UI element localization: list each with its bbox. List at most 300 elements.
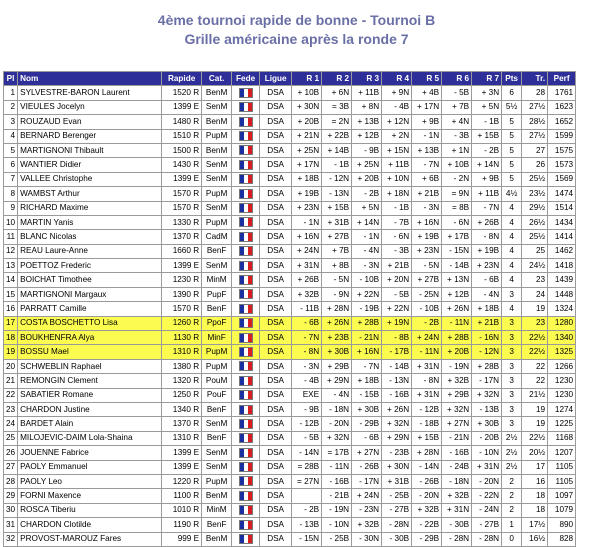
france-flag-icon (239, 131, 253, 141)
round-result-cell (292, 489, 322, 503)
player-name-cell: MILOJEVIC-DAIM Lola-Shaina (18, 431, 162, 445)
player-name-cell: SYLVESTRE-BARON Laurent (18, 86, 162, 100)
tiebreak-cell: 22½ (522, 431, 548, 445)
tiebreak-cell: 20½ (522, 446, 548, 460)
federation-cell (232, 359, 260, 373)
round-result-cell: + 13N (442, 273, 472, 287)
rating-cell: 1100 R (162, 489, 202, 503)
round-result-cell: + 32B (352, 518, 382, 532)
points-cell: 3 (502, 388, 522, 402)
france-flag-icon (239, 217, 253, 227)
performance-cell: 1280 (548, 316, 576, 330)
table-row (4, 244, 576, 258)
category-cell: MinM (202, 503, 232, 517)
round-result-cell: + 16N (292, 230, 322, 244)
player-name-cell: MARTIGNONI Margaux (18, 287, 162, 301)
player-name-cell: PROVOST-MAROUZ Fares (18, 532, 162, 546)
place-cell: 19 (4, 345, 18, 359)
tiebreak-cell: 23½ (522, 187, 548, 201)
table-row (4, 86, 576, 100)
rating-cell: 1570 R (162, 187, 202, 201)
round-result-cell: + 18B (292, 172, 322, 186)
round-result-cell: - 8B (382, 331, 412, 345)
points-cell: 3 (502, 345, 522, 359)
tiebreak-cell: 16 (522, 474, 548, 488)
round-result-cell: - 3N (292, 359, 322, 373)
round-result-cell: + 32B (292, 287, 322, 301)
round-result-cell: + 30B (322, 345, 352, 359)
place-cell: 7 (4, 172, 18, 186)
round-result-cell: - 2N (442, 172, 472, 186)
round-result-cell: + 23N (292, 201, 322, 215)
round-result-cell: - 2B (412, 316, 442, 330)
round-result-cell: - 19N (442, 359, 472, 373)
round-result-cell: + 16N (412, 215, 442, 229)
place-cell: 9 (4, 201, 18, 215)
round-result-cell: + 30N (382, 460, 412, 474)
column-header: Nom (18, 72, 162, 86)
league-cell: DSA (260, 402, 292, 416)
round-result-cell: + 31N (292, 259, 322, 273)
round-result-cell: + 30N (292, 100, 322, 114)
federation-cell (232, 273, 260, 287)
category-cell: PupM (202, 187, 232, 201)
round-result-cell: + 15B (322, 201, 352, 215)
category-cell: SenM (202, 259, 232, 273)
france-flag-icon (239, 376, 253, 386)
tiebreak-cell: 25½ (522, 230, 548, 244)
rating-cell: 1500 R (162, 143, 202, 157)
round-result-cell: - 1N (292, 215, 322, 229)
round-result-cell: - 1B (472, 115, 502, 129)
performance-cell: 1599 (548, 129, 576, 143)
rating-cell: 1250 R (162, 388, 202, 402)
player-name-cell: JOUENNE Fabrice (18, 446, 162, 460)
performance-cell: 1761 (548, 86, 576, 100)
rating-cell: 1260 R (162, 316, 202, 330)
category-cell: PupM (202, 359, 232, 373)
round-result-cell: - 8N (292, 345, 322, 359)
round-result-cell: + 18B (472, 302, 502, 316)
round-result-cell: = 8B (442, 201, 472, 215)
round-result-cell: + 8N (352, 100, 382, 114)
table-row (4, 158, 576, 172)
france-flag-icon (239, 405, 253, 415)
federation-cell (232, 331, 260, 345)
points-cell: 3 (502, 331, 522, 345)
table-row (4, 388, 576, 402)
round-result-cell: + 32N (442, 402, 472, 416)
federation-cell (232, 374, 260, 388)
round-result-cell: + 18B (352, 374, 382, 388)
round-result-cell: - 15B (352, 388, 382, 402)
round-result-cell: + 23N (412, 244, 442, 258)
league-cell: DSA (260, 244, 292, 258)
performance-cell: 1575 (548, 143, 576, 157)
round-result-cell: + 28B (442, 331, 472, 345)
federation-cell (232, 532, 260, 546)
page-title: 4ème tournoi rapide de bonne - Tournoi B (157, 12, 436, 28)
points-cell: 5 (502, 172, 522, 186)
round-result-cell: + 23B (322, 331, 352, 345)
round-result-cell: - 9B (292, 402, 322, 416)
round-result-cell: + 5N (472, 100, 502, 114)
place-cell: 22 (4, 388, 18, 402)
rating-cell: 1220 R (162, 474, 202, 488)
player-name-cell: WAMBST Arthur (18, 187, 162, 201)
player-name-cell: CHARDON Clotilde (18, 518, 162, 532)
round-result-cell: + 9B (412, 115, 442, 129)
table-row (4, 503, 576, 517)
round-result-cell: - 1B (322, 158, 352, 172)
round-result-cell: - 23N (352, 503, 382, 517)
points-cell: 2 (502, 489, 522, 503)
round-result-cell: - 7N (472, 201, 502, 215)
round-result-cell: + 15B (412, 431, 442, 445)
round-result-cell: + 3N (472, 86, 502, 100)
round-result-cell: + 11B (352, 86, 382, 100)
round-result-cell: - 9N (322, 287, 352, 301)
column-header: Fede (232, 72, 260, 86)
federation-cell (232, 143, 260, 157)
place-cell: 13 (4, 259, 18, 273)
player-name-cell: POETTOZ Frederic (18, 259, 162, 273)
category-cell: SenM (202, 446, 232, 460)
tiebreak-cell: 22½ (522, 331, 548, 345)
round-result-cell: - 6B (292, 316, 322, 330)
place-cell: 16 (4, 302, 18, 316)
round-result-cell: - 12N (322, 172, 352, 186)
performance-cell: 1439 (548, 273, 576, 287)
table-row (4, 402, 576, 416)
round-result-cell: + 26N (382, 402, 412, 416)
round-result-cell: - 5B (292, 431, 322, 445)
round-result-cell: + 12B (442, 287, 472, 301)
points-cell: 5½ (502, 100, 522, 114)
points-cell: 2½ (502, 460, 522, 474)
round-result-cell: - 2B (352, 187, 382, 201)
federation-cell (232, 460, 260, 474)
player-name-cell: FORNI Maxence (18, 489, 162, 503)
france-flag-icon (239, 520, 253, 530)
round-result-cell: - 1N (412, 129, 442, 143)
category-cell: SenM (202, 100, 232, 114)
round-result-cell: - 6B (352, 431, 382, 445)
round-result-cell: - 7N (292, 331, 322, 345)
player-name-cell: SCHWEBLIN Raphael (18, 359, 162, 373)
category-cell: BenF (202, 302, 232, 316)
rating-cell: 1510 R (162, 129, 202, 143)
france-flag-icon (239, 246, 253, 256)
points-cell: 3 (502, 374, 522, 388)
round-result-cell: - 14N (412, 460, 442, 474)
player-name-cell: ROSCA Tiberiu (18, 503, 162, 517)
league-cell: DSA (260, 158, 292, 172)
points-cell: 4 (502, 201, 522, 215)
tiebreak-cell: 24 (522, 287, 548, 301)
table-row (4, 331, 576, 345)
federation-cell (232, 316, 260, 330)
table-row (4, 143, 576, 157)
column-header: R 7 (472, 72, 502, 86)
round-result-cell: - 24B (442, 460, 472, 474)
federation-cell (232, 402, 260, 416)
league-cell: DSA (260, 431, 292, 445)
round-result-cell: + 26B (472, 215, 502, 229)
federation-cell (232, 388, 260, 402)
france-flag-icon (239, 333, 253, 343)
tiebreak-cell: 22 (522, 359, 548, 373)
round-result-cell: - 16B (382, 388, 412, 402)
france-flag-icon (239, 174, 253, 184)
round-result-cell: + 29N (322, 374, 352, 388)
france-flag-icon (239, 534, 253, 544)
france-flag-icon (239, 145, 253, 155)
round-result-cell: + 16N (352, 345, 382, 359)
column-header: R 2 (322, 72, 352, 86)
france-flag-icon (239, 505, 253, 515)
player-name-cell: ROUZAUD Evan (18, 115, 162, 129)
round-result-cell: - 18B (412, 417, 442, 431)
place-cell: 20 (4, 359, 18, 373)
rating-cell: 1370 R (162, 230, 202, 244)
round-result-cell: - 12N (472, 345, 502, 359)
points-cell: 2½ (502, 446, 522, 460)
league-cell: DSA (260, 331, 292, 345)
league-cell: DSA (260, 316, 292, 330)
league-cell: DSA (260, 86, 292, 100)
round-result-cell: - 28N (442, 532, 472, 546)
performance-cell: 1623 (548, 100, 576, 114)
federation-cell (232, 503, 260, 517)
round-result-cell: + 25N (292, 143, 322, 157)
round-result-cell: + 32B (442, 374, 472, 388)
place-cell: 6 (4, 158, 18, 172)
points-cell: 2½ (502, 431, 522, 445)
round-result-cell: + 27N (352, 446, 382, 460)
round-result-cell: - 11N (442, 316, 472, 330)
table-row (4, 374, 576, 388)
category-cell: SenM (202, 158, 232, 172)
round-result-cell: + 13B (412, 143, 442, 157)
round-result-cell: + 31N (412, 359, 442, 373)
table-row (4, 273, 576, 287)
round-result-cell: + 28N (322, 302, 352, 316)
points-cell: 5 (502, 143, 522, 157)
round-result-cell: - 20N (412, 489, 442, 503)
performance-cell: 1418 (548, 259, 576, 273)
place-cell: 5 (4, 143, 18, 157)
column-header: R 6 (442, 72, 472, 86)
league-cell: DSA (260, 273, 292, 287)
france-flag-icon (239, 160, 253, 170)
france-flag-icon (239, 289, 253, 299)
place-cell: 26 (4, 446, 18, 460)
table-row (4, 489, 576, 503)
table-row (4, 187, 576, 201)
points-cell: 0 (502, 532, 522, 546)
rating-cell: 1230 R (162, 273, 202, 287)
round-result-cell: - 6N (382, 230, 412, 244)
league-cell: DSA (260, 518, 292, 532)
round-result-cell: - 5N (412, 259, 442, 273)
round-result-cell: + 27N (442, 417, 472, 431)
round-result-cell: - 17N (472, 374, 502, 388)
round-result-cell: + 26N (322, 316, 352, 330)
place-cell: 25 (4, 431, 18, 445)
league-cell: DSA (260, 460, 292, 474)
column-header: R 1 (292, 72, 322, 86)
round-result-cell: - 30B (382, 532, 412, 546)
round-result-cell: - 22B (412, 518, 442, 532)
round-result-cell: + 14N (352, 215, 382, 229)
column-header: Ligue (260, 72, 292, 86)
round-result-cell: - 2B (292, 503, 322, 517)
rating-cell: 1570 R (162, 302, 202, 316)
place-cell: 32 (4, 532, 18, 546)
table-row (4, 417, 576, 431)
points-cell: 4 (502, 259, 522, 273)
federation-cell (232, 230, 260, 244)
performance-cell: 1266 (548, 359, 576, 373)
player-name-cell: VIEULES Jocelyn (18, 100, 162, 114)
category-cell: MinM (202, 273, 232, 287)
category-cell: PupM (202, 345, 232, 359)
round-result-cell: + 31N (472, 460, 502, 474)
round-result-cell: - 10B (412, 302, 442, 316)
round-result-cell: + 5N (352, 201, 382, 215)
round-result-cell: - 5B (442, 86, 472, 100)
round-result-cell: + 32B (412, 503, 442, 517)
player-name-cell: PARRATT Camille (18, 302, 162, 316)
round-result-cell: = 2N (322, 115, 352, 129)
points-cell: 4 (502, 244, 522, 258)
table-row (4, 446, 576, 460)
player-name-cell: MARTIN Yanis (18, 215, 162, 229)
rating-cell: 1399 E (162, 259, 202, 273)
round-result-cell: + 22B (322, 129, 352, 143)
tiebreak-cell: 23 (522, 316, 548, 330)
category-cell: BenF (202, 402, 232, 416)
round-result-cell: + 27B (322, 230, 352, 244)
round-result-cell: + 14N (472, 158, 502, 172)
round-result-cell: + 9B (472, 172, 502, 186)
tiebreak-cell: 18 (522, 503, 548, 517)
points-cell: 4 (502, 215, 522, 229)
performance-cell: 1474 (548, 187, 576, 201)
round-result-cell: - 10B (352, 273, 382, 287)
league-cell: DSA (260, 345, 292, 359)
table-row (4, 172, 576, 186)
round-result-cell: - 18N (322, 402, 352, 416)
place-cell: 23 (4, 402, 18, 416)
league-cell: DSA (260, 359, 292, 373)
category-cell: BenF (202, 431, 232, 445)
round-result-cell: - 20B (472, 431, 502, 445)
round-result-cell: - 28N (472, 532, 502, 546)
round-result-cell: + 11B (382, 158, 412, 172)
place-cell: 17 (4, 316, 18, 330)
federation-cell (232, 345, 260, 359)
round-result-cell: + 28N (412, 446, 442, 460)
performance-cell: 1274 (548, 402, 576, 416)
round-result-cell: - 17N (352, 474, 382, 488)
round-result-cell: - 21N (442, 431, 472, 445)
round-result-cell: = 9N (442, 187, 472, 201)
tiebreak-cell: 19 (522, 402, 548, 416)
round-result-cell: - 13N (382, 374, 412, 388)
round-result-cell: - 14B (382, 359, 412, 373)
round-result-cell: - 7B (382, 215, 412, 229)
round-result-cell: + 21B (412, 187, 442, 201)
round-result-cell: - 24N (472, 503, 502, 517)
table-row (4, 115, 576, 129)
round-result-cell: - 28N (382, 518, 412, 532)
round-result-cell: - 15N (442, 244, 472, 258)
rating-cell: 1190 R (162, 518, 202, 532)
round-result-cell: - 14N (292, 446, 322, 460)
rating-cell: 1399 E (162, 446, 202, 460)
round-result-cell: - 20N (322, 417, 352, 431)
tiebreak-cell: 25 (522, 244, 548, 258)
round-result-cell: - 1N (352, 230, 382, 244)
federation-cell (232, 158, 260, 172)
federation-cell (232, 489, 260, 503)
category-cell: BenM (202, 532, 232, 546)
league-cell: DSA (260, 417, 292, 431)
round-result-cell: + 20B (292, 115, 322, 129)
round-result-cell: - 13N (322, 187, 352, 201)
player-name-cell: REAU Laure-Anne (18, 244, 162, 258)
points-cell: 4 (502, 230, 522, 244)
france-flag-icon (239, 419, 253, 429)
round-result-cell: + 31N (442, 503, 472, 517)
round-result-cell: - 16B (442, 446, 472, 460)
round-result-cell: - 10N (322, 518, 352, 532)
points-cell: 5 (502, 115, 522, 129)
round-result-cell: - 16B (322, 474, 352, 488)
round-result-cell: = 17B (322, 446, 352, 460)
league-cell: DSA (260, 287, 292, 301)
tiebreak-cell: 23 (522, 273, 548, 287)
table-row (4, 518, 576, 532)
league-cell: DSA (260, 115, 292, 129)
place-cell: 10 (4, 215, 18, 229)
tiebreak-cell: 27½ (522, 100, 548, 114)
place-cell: 4 (4, 129, 18, 143)
performance-cell: 828 (548, 532, 576, 546)
federation-cell (232, 100, 260, 114)
federation-cell (232, 518, 260, 532)
tiebreak-cell: 26 (522, 158, 548, 172)
round-result-cell: - 4B (292, 374, 322, 388)
table-row (4, 316, 576, 330)
round-result-cell: - 8N (472, 230, 502, 244)
tiebreak-cell: 16½ (522, 532, 548, 546)
league-cell: DSA (260, 201, 292, 215)
points-cell: 3 (502, 287, 522, 301)
round-result-cell: - 7N (352, 359, 382, 373)
round-result-cell: - 25B (322, 532, 352, 546)
round-result-cell: + 21B (472, 316, 502, 330)
rating-cell: 1399 E (162, 172, 202, 186)
round-result-cell: + 18N (382, 187, 412, 201)
rating-cell: 999 E (162, 532, 202, 546)
round-result-cell: + 9N (382, 86, 412, 100)
points-cell: 3 (502, 402, 522, 416)
table-row (4, 431, 576, 445)
category-cell: SenM (202, 201, 232, 215)
